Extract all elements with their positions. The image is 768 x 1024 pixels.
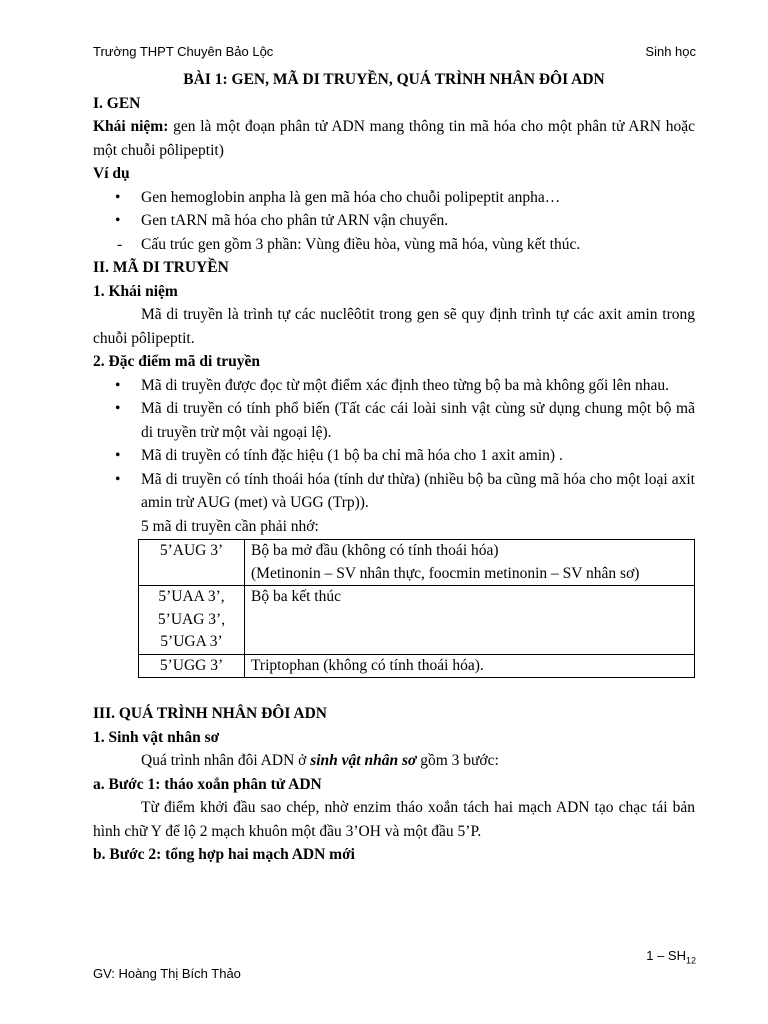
codon-cell: 5’AUG 3’: [139, 540, 245, 586]
list-item: • Mã di truyền có tính thoái hóa (tính dư thừa) (nhiều bộ ba cũng mã hóa cho một loại axit amin trừ AUG (met) và UGG (Trp)).: [93, 468, 695, 515]
genetic-code-features: [93, 374, 695, 515]
section-3-heading: III. QUÁ TRÌNH NHÂN ĐÔI ADN: [93, 705, 327, 722]
dash-icon: -: [117, 235, 123, 253]
gene-concept: [93, 115, 695, 162]
codon-cell: 5’UAA 3’, 5’UAG 3’, 5’UGA 3’: [139, 586, 245, 655]
header-subject: Sinh học: [645, 44, 696, 59]
example-label: Ví dụ: [93, 165, 130, 182]
bullet-icon: •: [115, 188, 121, 206]
bullet-icon: •: [115, 470, 121, 488]
genetic-code-definition: Mã di truyền là trình tự các nuclêôtit trong gen sẽ quy định trình tự các axit amin trong chuỗi pôlipeptit.: [93, 306, 695, 347]
list-item: • Mã di truyền có tính phổ biến (Tất các cái loài sinh vật cùng sử dụng chung một bộ mã di truyền trừ một vài ngoại lệ).: [93, 397, 695, 444]
list-item: • Mã di truyền có tính đặc hiệu (1 bộ ba chỉ mã hóa cho 1 axit amin) .: [93, 444, 695, 468]
table-row: [139, 654, 695, 678]
description-cell: Bộ ba kết thúc: [245, 586, 695, 655]
table-row: [139, 586, 695, 655]
step-1-heading: a. Bước 1: tháo xoắn phân tử ADN: [93, 775, 322, 793]
header-school: Trường THPT Chuyên Bảo Lộc: [93, 44, 274, 59]
section-2-heading: II. MÃ DI TRUYỀN: [93, 259, 229, 276]
concept-label: Khái niệm:: [93, 118, 169, 135]
description-cell: Bộ ba mở đầu (không có tính thoái hóa) (Metinonin – SV nhân thực, foocmin metinonin – SV nhân sơ): [245, 540, 695, 586]
list-item: • Gen tARN mã hóa cho phân tử ARN vận chuyển.: [93, 209, 695, 233]
page-title: BÀI 1: GEN, MÃ DI TRUYỀN, QUÁ TRÌNH NHÂN ĐÔI ADN: [183, 71, 605, 88]
bullet-icon: •: [115, 400, 121, 417]
teacher-name: GV: Hoàng Thị Bích Thảo: [93, 966, 241, 981]
concept-text: gen là một đoạn phân tử ADN mang thông tin mã hóa cho một phân tử ARN hoặc một chuỗi pôlipeptit): [93, 118, 695, 159]
subsection-features: 2. Đặc điểm mã di truyền: [93, 353, 261, 370]
list-item: • Mã di truyền được đọc từ một điểm xác định theo từng bộ ba mà không gối lên nhau.: [93, 374, 695, 398]
document-body: [93, 68, 695, 867]
step-2-heading: b. Bước 2: tổng hợp hai mạch ADN mới: [93, 846, 355, 863]
codon-table: [138, 539, 695, 678]
description-cell: Triptophan (không có tính thoái hóa).: [245, 654, 695, 678]
remember-note: 5 mã di truyền cần phải nhớ:: [141, 517, 319, 535]
subsection-prokaryote: 1. Sinh vật nhân sơ: [93, 728, 220, 746]
step-1-text: Từ điểm khởi đầu sao chép, nhờ enzim tháo xoắn tách hai mạch ADN tạo chạc tái bản hình chữ Y để lộ 2 mạch khuôn một đầu 3’OH và một đầu 5’P.: [93, 799, 695, 840]
codon-cell: 5’UGG 3’: [139, 654, 245, 678]
replication-intro: Quá trình nhân đôi ADN ở sinh vật nhân sơ gồm 3 bước:: [141, 752, 499, 769]
list-item: • Gen hemoglobin anpha là gen mã hóa cho chuỗi polipeptit anpha…: [93, 186, 695, 210]
bullet-icon: •: [115, 376, 121, 394]
table-row: [139, 540, 695, 586]
subsection-concept: 1. Khái niệm: [93, 282, 178, 300]
emphasis-prokaryote: sinh vật nhân sơ: [310, 752, 417, 769]
gene-example-list: [93, 186, 695, 257]
section-1-heading: I. GEN: [93, 94, 141, 112]
list-item: - Cấu trúc gen gồm 3 phần: Vùng điều hòa, vùng mã hóa, vùng kết thúc.: [93, 233, 695, 257]
page-number: $1 - SH_{12}$: [646, 948, 696, 966]
bullet-icon: •: [115, 447, 121, 464]
bullet-icon: •: [115, 212, 121, 229]
